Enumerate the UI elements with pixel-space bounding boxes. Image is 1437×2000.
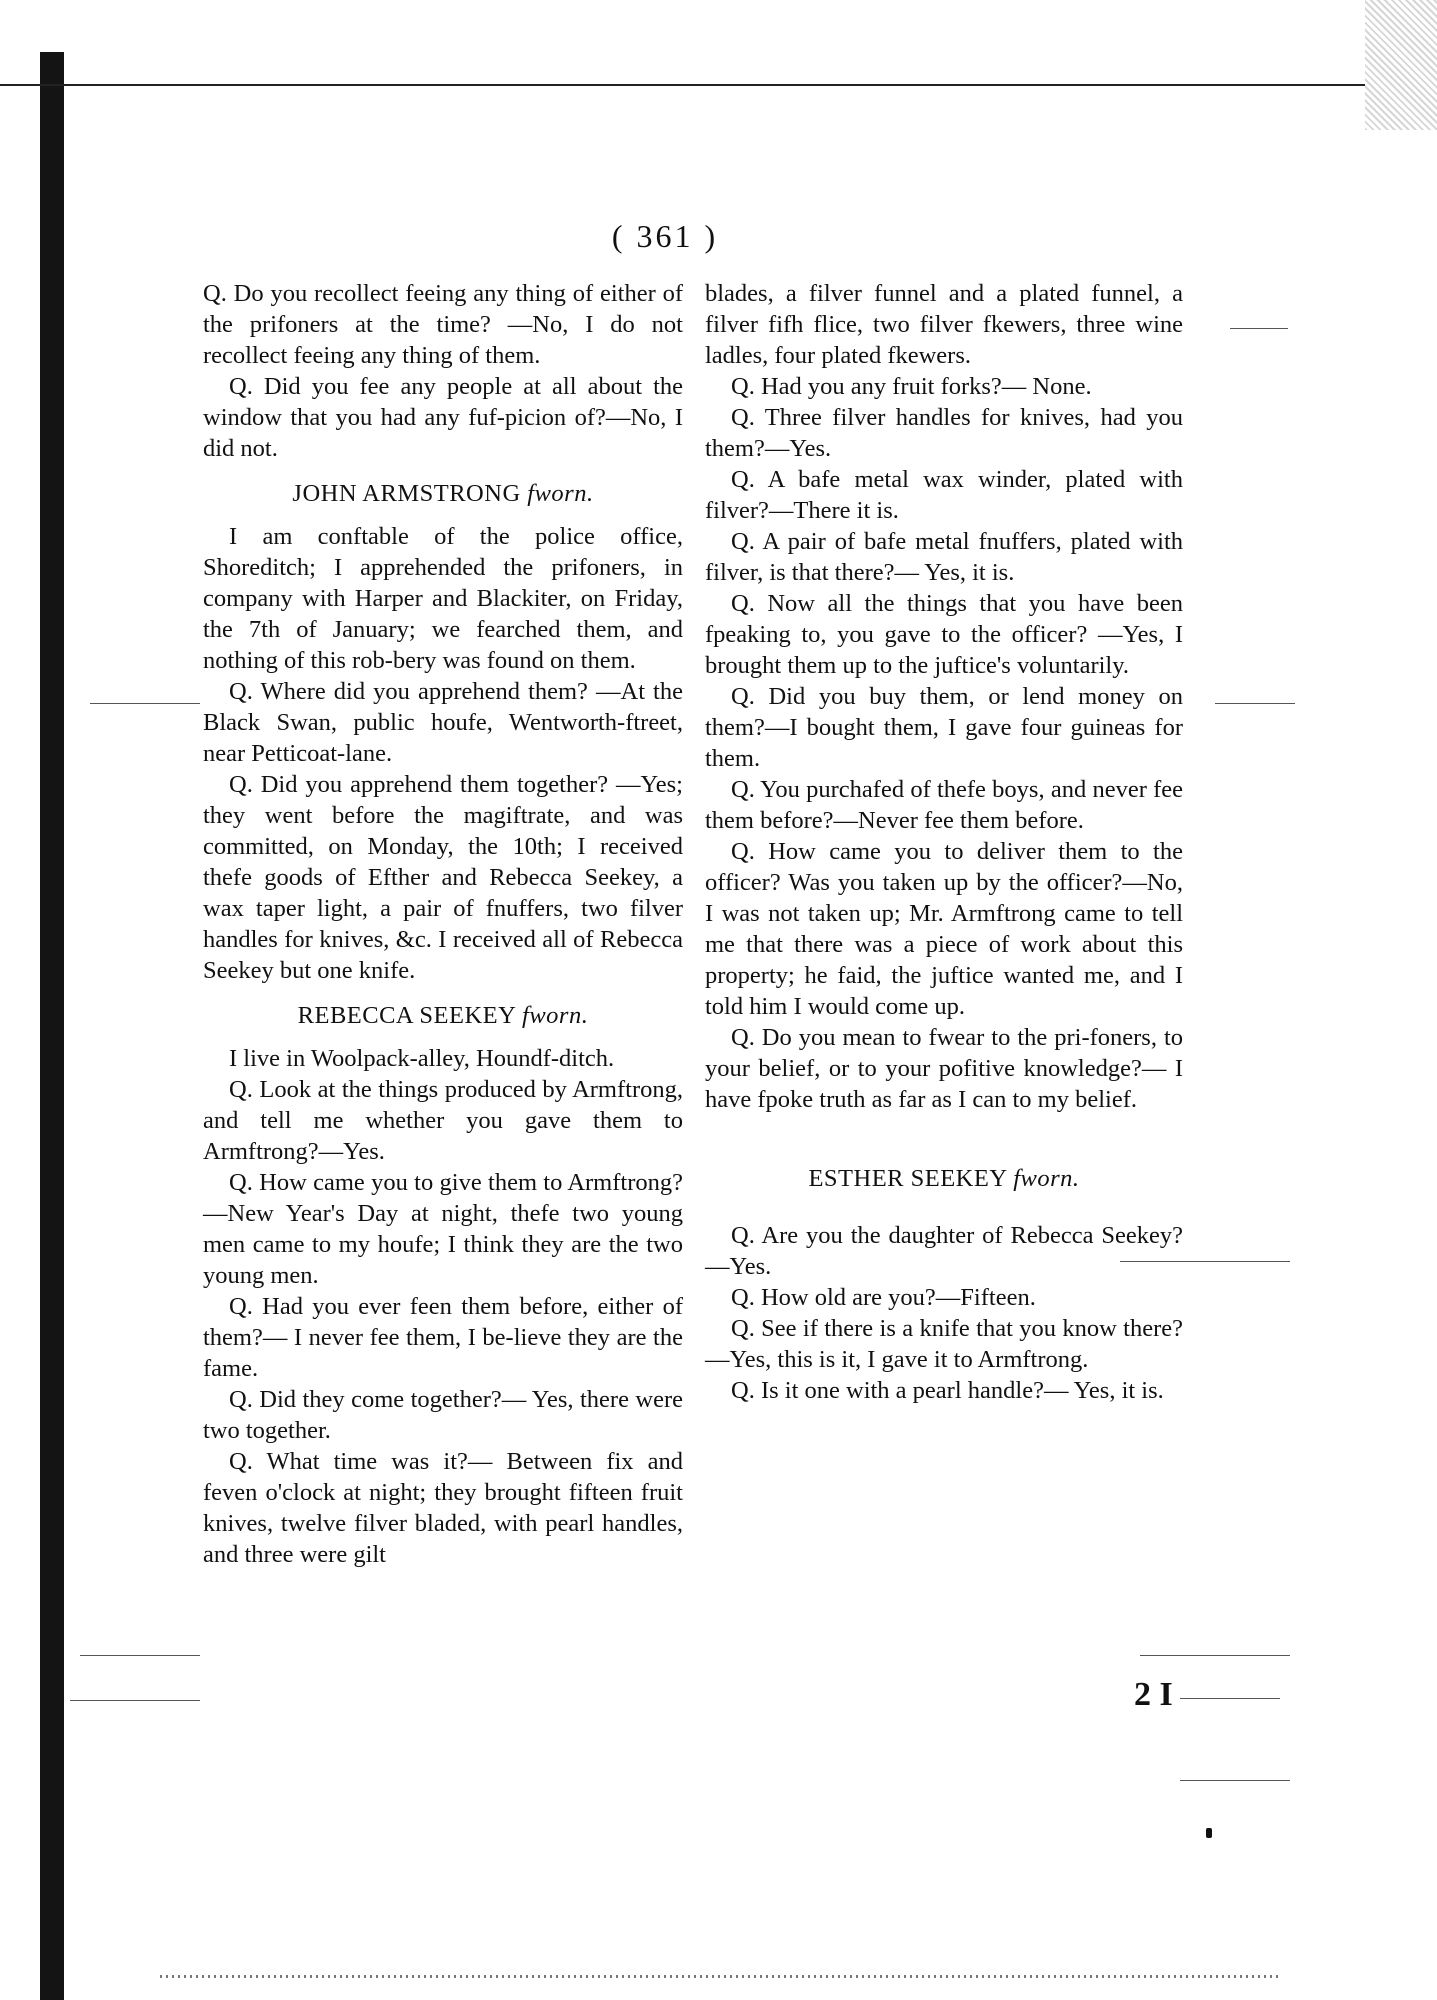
top-scan-rule <box>0 84 1437 86</box>
margin-mark <box>70 1700 200 1701</box>
testimony-paragraph: Q. You purchafed of thefe boys, and never fee them before?—Never fee them before. <box>705 776 1183 834</box>
testimony-paragraph: Q. What time was it?— Between fix and feven o'clock at night; they brought fifteen fruit knives, twelve filver bladed, with pearl handles, and three were gilt <box>203 1448 683 1568</box>
testimony-paragraph: Q. Do you mean to fwear to the pri-foners, to your belief, or to your pofitive knowledge?— I have fpoke truth as far as I can to my belief. <box>705 1024 1183 1113</box>
testimony-paragraph: Q. Where did you apprehend them? —At the Black Swan, public houfe, Wentworth-ftreet, near Petticoat-lane. <box>203 678 683 767</box>
testimony-paragraph: Q. A pair of bafe metal fnuffers, plated with filver, is that there?— Yes, it is. <box>705 528 1183 586</box>
testimony-paragraph: Q. Had you any fruit forks?— None. <box>731 373 1092 400</box>
testimony-paragraph: Q. Did you buy them, or lend money on them?—I bought them, I gave four guineas for them. <box>705 683 1183 772</box>
margin-mark <box>1180 1698 1280 1699</box>
testimony-paragraph: Q. Did they come together?— Yes, there were two together. <box>203 1386 683 1444</box>
testimony-paragraph: Q. Now all the things that you have been fpeaking to, you gave to the officer? —Yes, I brought them up to the juftice's voluntarily. <box>705 590 1183 679</box>
testimony-paragraph: Q. Did you apprehend them together? —Yes; they went before the magiftrate, and was committed, on Monday, the 10th; I received thefe goods of Efther and Rebecca Seekey, a wax taper light, a pair of fnuffers, two filver handles for knives, &c. I received all of Rebecca Seekey but one knife. <box>203 771 683 984</box>
witness-oath: fworn. <box>527 480 594 507</box>
testimony-paragraph: Q. Is it one with a pearl handle?— Yes, it is. <box>731 1377 1164 1404</box>
testimony-paragraph: Q. See if there is a knife that you know there?—Yes, this is it, I gave it to Armftrong. <box>705 1315 1183 1373</box>
margin-mark <box>80 1655 200 1656</box>
margin-mark <box>1230 328 1288 329</box>
left-column <box>203 278 683 1570</box>
witness-oath: fworn. <box>1013 1165 1080 1192</box>
testimony-paragraph: Q. Did you fee any people at all about the window that you had any fuf-picion of?—No, I did not. <box>203 373 683 462</box>
margin-mark <box>1180 1780 1290 1781</box>
witness-heading <box>705 1163 1183 1194</box>
testimony-paragraph: I live in Woolpack-alley, Houndf-ditch. <box>229 1045 615 1072</box>
testimony-paragraph: Q. A bafe metal wax winder, plated with filver?—There it is. <box>705 466 1183 524</box>
testimony-paragraph: Q. How came you to give them to Armftrong?—New Year's Day at night, thefe two young men came to my houfe; I think they are the two young men. <box>203 1169 683 1289</box>
signature-mark: 2 I <box>1134 1676 1173 1713</box>
testimony-paragraph: Q. Are you the daughter of Rebecca Seekey?—Yes. <box>705 1222 1183 1280</box>
witness-name: JOHN ARMSTRONG <box>292 480 521 507</box>
bottom-scan-dots <box>160 1975 1280 1978</box>
testimony-paragraph: Q. Do you recollect feeing any thing of either of the prifoners at the time? —No, I do not recollect feeing any thing of them. <box>203 280 683 369</box>
margin-mark <box>90 703 200 704</box>
witness-oath: fworn. <box>522 1002 589 1029</box>
witness-heading <box>203 478 683 509</box>
witness-heading <box>203 1000 683 1031</box>
margin-mark <box>1140 1655 1290 1656</box>
testimony-paragraph: blades, a filver funnel and a plated funnel, a filver fifh flice, two filver fkewers, three wine ladles, four plated fkewers. <box>705 280 1183 369</box>
right-column <box>705 278 1183 1406</box>
margin-mark <box>1215 703 1295 704</box>
testimony-paragraph: Q. How old are you?—Fifteen. <box>731 1284 1036 1311</box>
testimony-paragraph: Q. Look at the things produced by Armftrong, and tell me whether you gave them to Armftrong?—Yes. <box>203 1076 683 1165</box>
page-number: ( 361 ) <box>611 218 719 254</box>
witness-name: REBECCA SEEKEY <box>297 1002 516 1029</box>
witness-name: ESTHER SEEKEY <box>808 1165 1007 1192</box>
testimony-paragraph: Q. Three filver handles for knives, had you them?—Yes. <box>705 404 1183 462</box>
testimony-paragraph: Q. Had you ever feen them before, either of them?— I never fee them, I be-lieve they are the fame. <box>203 1293 683 1382</box>
page-spine-shadow <box>40 52 64 2000</box>
testimony-paragraph: Q. How came you to deliver them to the officer? Was you taken up by the officer?—No, I was not taken up; Mr. Armftrong came to tell me that there was a piece of work about this property; he faid, the juftice wanted me, and I told him I would come up. <box>705 838 1183 1020</box>
ink-dot <box>1206 1828 1212 1838</box>
scan-noise-corner <box>1365 0 1437 130</box>
testimony-paragraph: I am conftable of the police office, Shoreditch; I apprehended the prifoners, in company with Harper and Blackiter, on Friday, the 7th of January; we fearched them, and nothing of this rob-bery was found on them. <box>203 523 683 674</box>
